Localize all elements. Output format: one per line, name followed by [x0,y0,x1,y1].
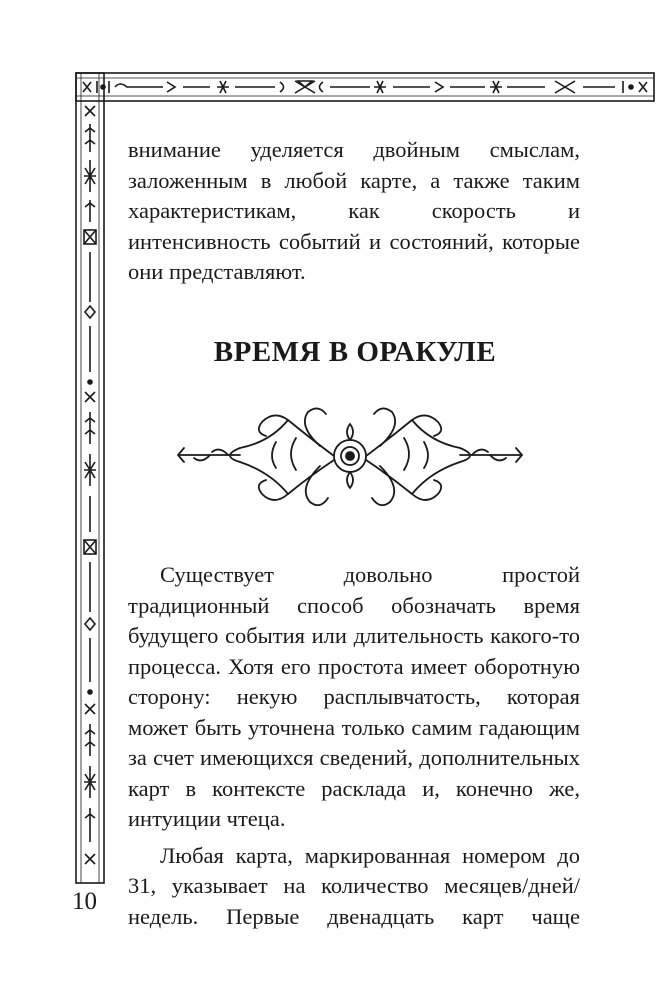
decorative-border-left [75,72,105,884]
floral-ornament [170,398,530,516]
decorative-border-top [75,72,655,102]
body-text-block [128,560,580,932]
intro-text-block [128,135,580,288]
body-paragraph-1: Существует довольно простой традиционный способ обозначать время будущего события или длительность какого-то процесса. Хотя его простота имеет оборотную сторону: некую расплывчатость, которая может быть уточнена только самим гадающим за счет имеющихся сведений, дополнительных карт в контексте расклада и, конечно же, интуиции чтеца. [128,562,580,831]
section-heading: ВРЕМЯ В ОРАКУЛЕ [213,336,497,368]
body-paragraph-2: Любая карта, маркированная номером до 31, указывает на количество месяцев/дней/недель. Первые двенадцать карт чаще [128,842,580,929]
intro-paragraph: внимание уделяется двойным смыслам, заложенным в любой карте, а также таким характеристикам, как скорость и интенсивность событий и состояний, которые они представляют. [128,137,580,284]
page-number: 10 [72,888,97,915]
